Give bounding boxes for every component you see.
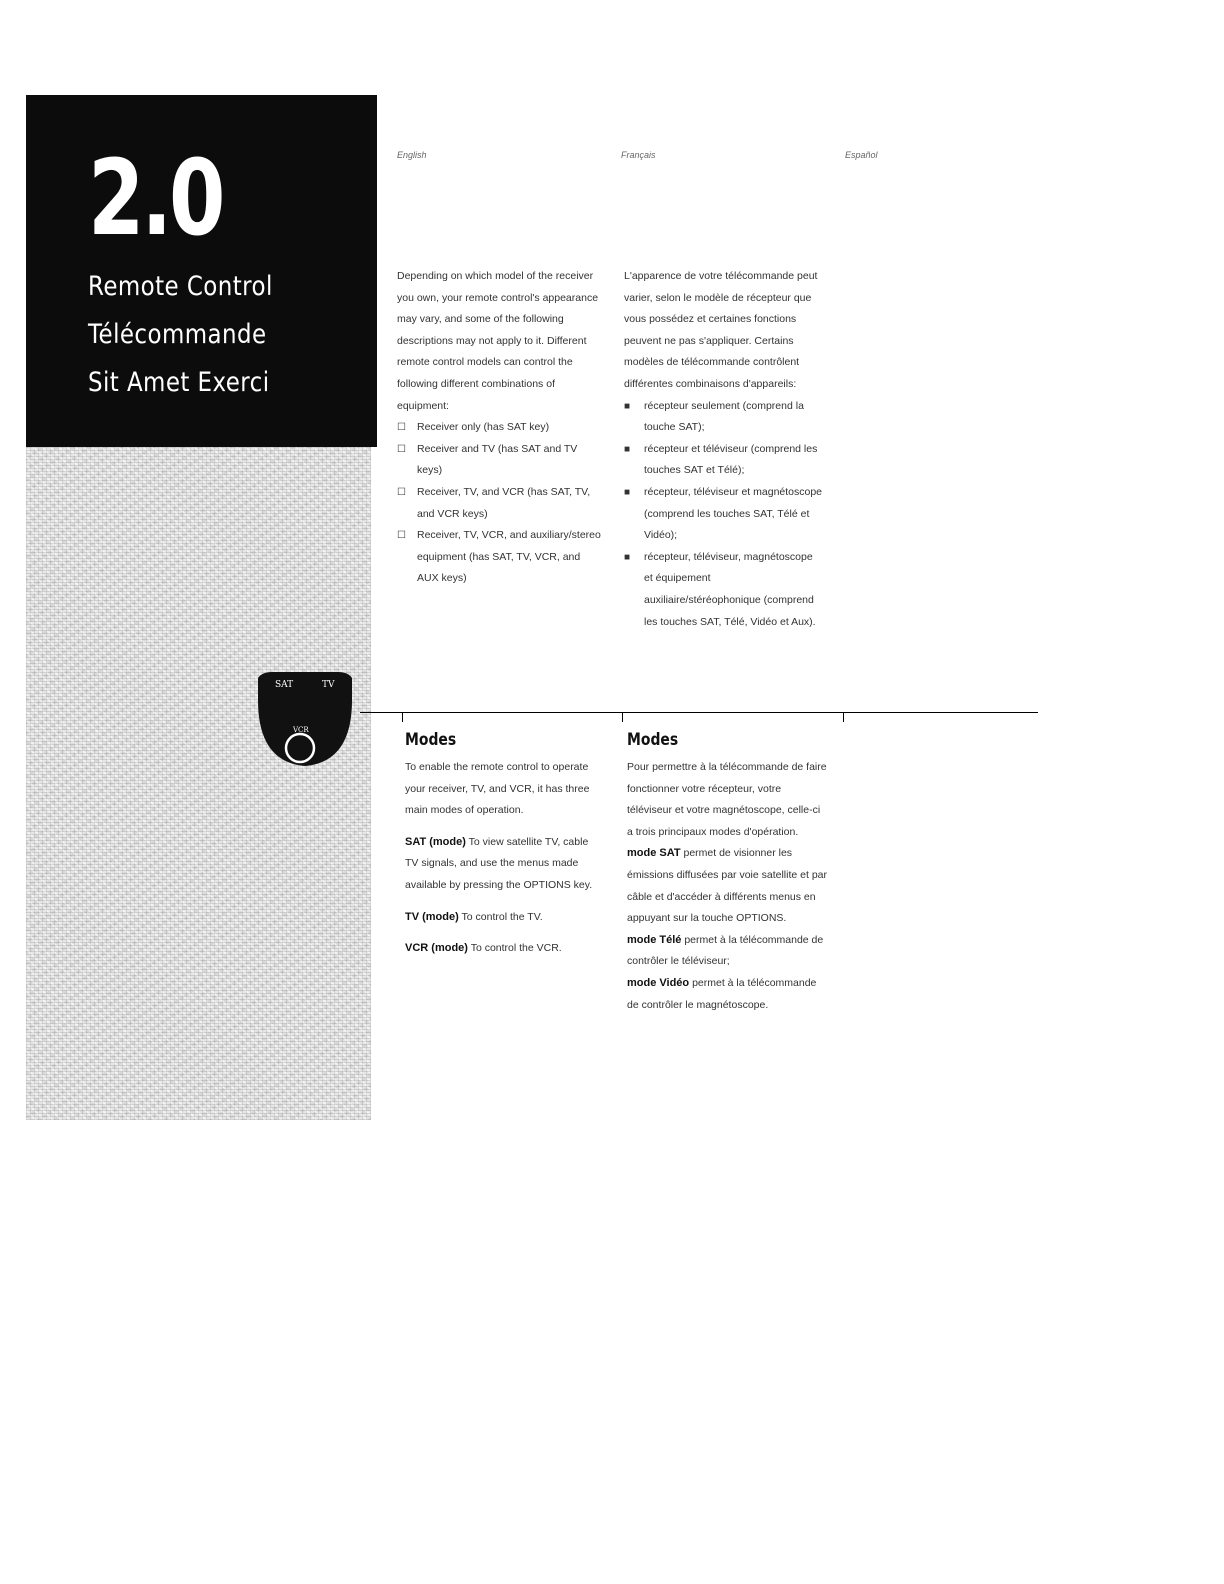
column-tick bbox=[402, 712, 403, 722]
english-modes-column bbox=[405, 757, 600, 960]
checkbox-icon: ☐ bbox=[397, 443, 406, 455]
mode-term: mode Télé bbox=[627, 933, 682, 946]
remote-sat-label: SAT bbox=[275, 680, 294, 690]
list-item: ☐ Receiver and TV (has SAT and TV keys) bbox=[397, 439, 602, 482]
section-title-english: Remote Control bbox=[88, 271, 273, 302]
french-modes-intro: Pour permettre à la télécommande de faire fonctionner votre récepteur, votre téléviseur et votre magnétoscope, celle-ci a trois principaux modes d'opération. bbox=[627, 761, 827, 838]
list-item: ☐ Receiver, TV, and VCR (has SAT, TV, and VCR keys) bbox=[397, 482, 602, 525]
language-header-french: Français bbox=[621, 150, 656, 160]
language-header-english: English bbox=[397, 150, 427, 160]
list-item: ■ récepteur et téléviseur (comprend les touches SAT et Télé); bbox=[624, 439, 824, 482]
column-tick bbox=[622, 712, 623, 722]
mode-term: TV (mode) bbox=[405, 910, 459, 923]
checkbox-filled-icon: ■ bbox=[624, 551, 631, 563]
mode-term: SAT (mode) bbox=[405, 835, 466, 848]
halftone-texture bbox=[26, 447, 371, 1120]
section-number: 2.0 bbox=[88, 137, 223, 259]
english-intro-column bbox=[397, 266, 602, 590]
english-intro: Depending on which model of the receiver you own, your remote control's appearance may vary, and some of the following descriptions may not apply to it. Different remote control models can control the following different combinations of equipment: bbox=[397, 270, 599, 412]
mode-term: mode Vidéo bbox=[627, 976, 690, 989]
english-modes-heading: Modes bbox=[405, 730, 457, 750]
french-modes-heading: Modes bbox=[627, 730, 679, 750]
checkbox-filled-icon: ■ bbox=[624, 400, 631, 412]
section-title-spanish: Sit Amet Exerci bbox=[88, 367, 270, 398]
language-header-spanish: Español bbox=[845, 150, 878, 160]
section-divider bbox=[360, 712, 1038, 713]
section-title-french: Télécommande bbox=[88, 319, 267, 350]
french-modes-column bbox=[627, 757, 827, 1016]
checkbox-icon: ☐ bbox=[397, 530, 406, 542]
english-mode-tv: TV (mode) To control the TV. bbox=[405, 910, 543, 923]
remote-body bbox=[258, 672, 352, 766]
checkbox-filled-icon: ■ bbox=[624, 486, 631, 498]
list-item: ☐ Receiver, TV, VCR, and auxiliary/stereo equipment (has SAT, TV, VCR, and AUX keys) bbox=[397, 525, 602, 590]
french-intro-column bbox=[624, 266, 824, 633]
french-mode-vcr: mode Vidéo permet à la télécommande de contrôler le magnétoscope. bbox=[627, 976, 817, 1011]
list-item: ■ récepteur, téléviseur, magnétoscope et équipement auxiliaire/stéréophonique (comprend les touches SAT, Télé, Vidéo et Aux). bbox=[624, 547, 824, 633]
french-mode-tv: mode Télé permet à la télécommande de contrôler le téléviseur; bbox=[627, 933, 824, 968]
remote-vcr-label: VCR bbox=[293, 726, 309, 734]
checkbox-icon: ☐ bbox=[397, 422, 406, 434]
remote-control-illustration bbox=[250, 670, 360, 770]
section-title-block bbox=[26, 95, 377, 447]
french-mode-sat: mode SAT permet de visionner les émissions diffusées par voie satellite et par câble et d'accéder à différents menus en appuyant sur la touche OPTIONS. bbox=[627, 847, 827, 925]
list-item: ■ récepteur seulement (comprend la touche SAT); bbox=[624, 396, 824, 439]
checkbox-filled-icon: ■ bbox=[624, 443, 631, 455]
column-tick bbox=[843, 712, 844, 722]
english-mode-sat: SAT (mode) To view satellite TV, cable TV signals, and use the menus made available by pressing the OPTIONS key. bbox=[405, 835, 593, 891]
list-item: ■ récepteur, téléviseur et magnétoscope (comprend les touches SAT, Télé et Vidéo); bbox=[624, 482, 824, 547]
remote-tv-label: TV bbox=[322, 680, 335, 690]
french-intro: L'apparence de votre télécommande peut varier, selon le modèle de récepteur que vous possédez et certaines fonctions peuvent ne pas s'appliquer. Certains modèles de télécommande contrôlent différentes combinaisons d'appareils: bbox=[624, 270, 818, 390]
english-mode-vcr: VCR (mode) To control the VCR. bbox=[405, 942, 562, 955]
mode-term: VCR (mode) bbox=[405, 942, 468, 955]
english-modes-intro: To enable the remote control to operate your receiver, TV, and VCR, it has three main modes of operation. bbox=[405, 761, 590, 817]
list-item: ☐ Receiver only (has SAT key) bbox=[397, 417, 602, 439]
checkbox-icon: ☐ bbox=[397, 486, 406, 498]
mode-term: mode SAT bbox=[627, 847, 681, 860]
